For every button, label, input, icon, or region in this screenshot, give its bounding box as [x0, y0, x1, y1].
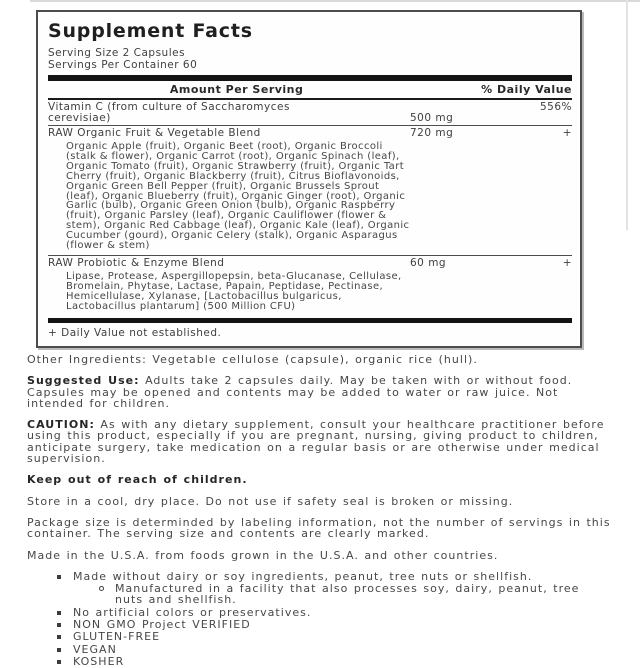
- nutrient-row-probiotic-enzyme-blend: [48, 256, 572, 270]
- made-in-usa: Made in the U.S.A. from foods grown in the U.S.A. and other countries.: [27, 548, 499, 562]
- suggested-use: [27, 375, 613, 409]
- amount-per-serving-header: Amount Per Serving: [169, 83, 304, 96]
- caution-text: As with any dietary supplement, consult your healthcare practitioner before using this product, especially if you are pregnant, nursing, giving product to children, anticipate surgery, take medication on a regular basis or are otherwise under medical supervision.: [27, 418, 605, 466]
- bullet-vegan: [57, 644, 613, 655]
- package-size-note: Package size is determinded by labeling information, not the number of servings in this container. The serving size and contents are clearly marked.: [27, 515, 611, 541]
- image-right-edge-line: [626, 0, 628, 230]
- nutrient-daily-value: +: [562, 127, 572, 139]
- label-info-section: [27, 354, 613, 668]
- bullet-kosher: [57, 656, 613, 667]
- bullet-gluten-free-text: GLUTEN-FREE: [73, 630, 161, 644]
- nutrient-daily-value: 556%: [539, 101, 572, 113]
- column-header-row: [48, 81, 572, 100]
- nutrient-amount: 500 mg: [410, 112, 454, 124]
- allergen-sublist: [73, 583, 613, 606]
- fruit-veg-blend-ingredients: Organic Apple (fruit), Organic Beet (root), Organic Broccoli (stalk & flower), Organic Carrot (root), Organic Spinach (leaf), Organic Tomato (fruit), Organic Strawberry (fruit), Organic Tart Cherry (fruit), Organic Blackberry (fruit), Citrus Bioflavonoids, Organic Green Bell Pepper (fruit), Organic Brussels Sprout (leaf), Organic Blueberry (fruit), Organic Ginger (root), Organic Garlic (bulb), Organic Green Onion (bulb), Organic Raspberry (fruit), Organic Parsley (leaf), Organic Cauliflower (flower & stem), Organic Red Cabbage (leaf), Organic Kale (leaf), Organic Cucumber (gourd), Organic Celery (stalk), Organic Asparagus (flower & stem): [66, 141, 410, 252]
- bullet-allergens-text: Made without dairy or soy ingredients, peanut, tree nuts or shellfish.: [73, 569, 533, 583]
- nutrient-name: Vitamin C (from culture of Saccharomyces cerevisiae): [48, 101, 290, 124]
- caution-lead: CAUTION:: [27, 418, 95, 432]
- bullet-allergens: [57, 571, 613, 606]
- bullet-non-gmo: [57, 619, 613, 630]
- nutrient-row-fruit-veg-blend: [48, 126, 572, 140]
- bullet-vegan-text: VEGAN: [73, 642, 117, 656]
- caution: [27, 419, 613, 464]
- bullet-facility-text: Manufactured in a facility that also processes soy, dairy, peanut, tree nuts and shellfish.: [115, 582, 580, 607]
- suggested-use-text: Adults take 2 capsules daily. May be taken with or without food. Capsules may be opened and contents may be added to water or raw juice. Not intended for children.: [27, 374, 573, 410]
- bullet-no-artificial-text: No artificial colors or preservatives.: [73, 605, 312, 619]
- storage-instructions: Store in a cool, dry place. Do not use if safety seal is broken or missing.: [27, 494, 514, 508]
- suggested-use-lead: Suggested Use:: [27, 374, 140, 388]
- nutrient-amount: 60 mg: [410, 256, 447, 269]
- nutrient-daily-value: +: [562, 256, 572, 269]
- serving-size: Serving Size 2 Capsules: [48, 47, 186, 59]
- panel-title: Supplement Facts: [48, 20, 253, 42]
- bullet-kosher-text: KOSHER: [73, 654, 125, 668]
- bullet-facility: [99, 583, 585, 606]
- nutrient-name: RAW Organic Fruit & Vegetable Blend: [48, 127, 261, 139]
- nutrient-amount: 720 mg: [410, 127, 454, 139]
- image-top-edge-line: [30, 0, 640, 2]
- keep-out-of-reach: Keep out of reach of children.: [27, 473, 248, 487]
- feature-bullet-list: [27, 571, 613, 667]
- other-ingredients: Other Ingredients: Vegetable cellulose (capsule), organic rice (hull).: [27, 353, 478, 366]
- supplement-facts-panel: [36, 10, 582, 348]
- nutrient-name: RAW Probiotic & Enzyme Blend: [48, 256, 225, 269]
- probiotic-enzyme-blend-ingredients: Lipase, Protease, Aspergillopepsin, beta-Glucanase, Cellulase, Bromelain, Phytase, Lactase, Papain, Peptidase, Pectinase, Hemicellulase, Xylanase, [Lactobacillus bulgaricus, Lactobacillus plantarum] (500 Million CFU): [66, 270, 402, 312]
- bullet-gluten-free: [57, 631, 613, 642]
- daily-value-footnote: + Daily Value not established.: [48, 326, 222, 339]
- nutrient-row-vitamin-c: [48, 100, 572, 125]
- servings-per-container: Servings Per Container 60: [48, 58, 198, 71]
- bullet-non-gmo-text: NON GMO Project VERIFIED: [73, 618, 251, 632]
- serving-info: [48, 48, 572, 71]
- bullet-no-artificial: [57, 607, 613, 618]
- daily-value-header: % Daily Value: [481, 83, 572, 96]
